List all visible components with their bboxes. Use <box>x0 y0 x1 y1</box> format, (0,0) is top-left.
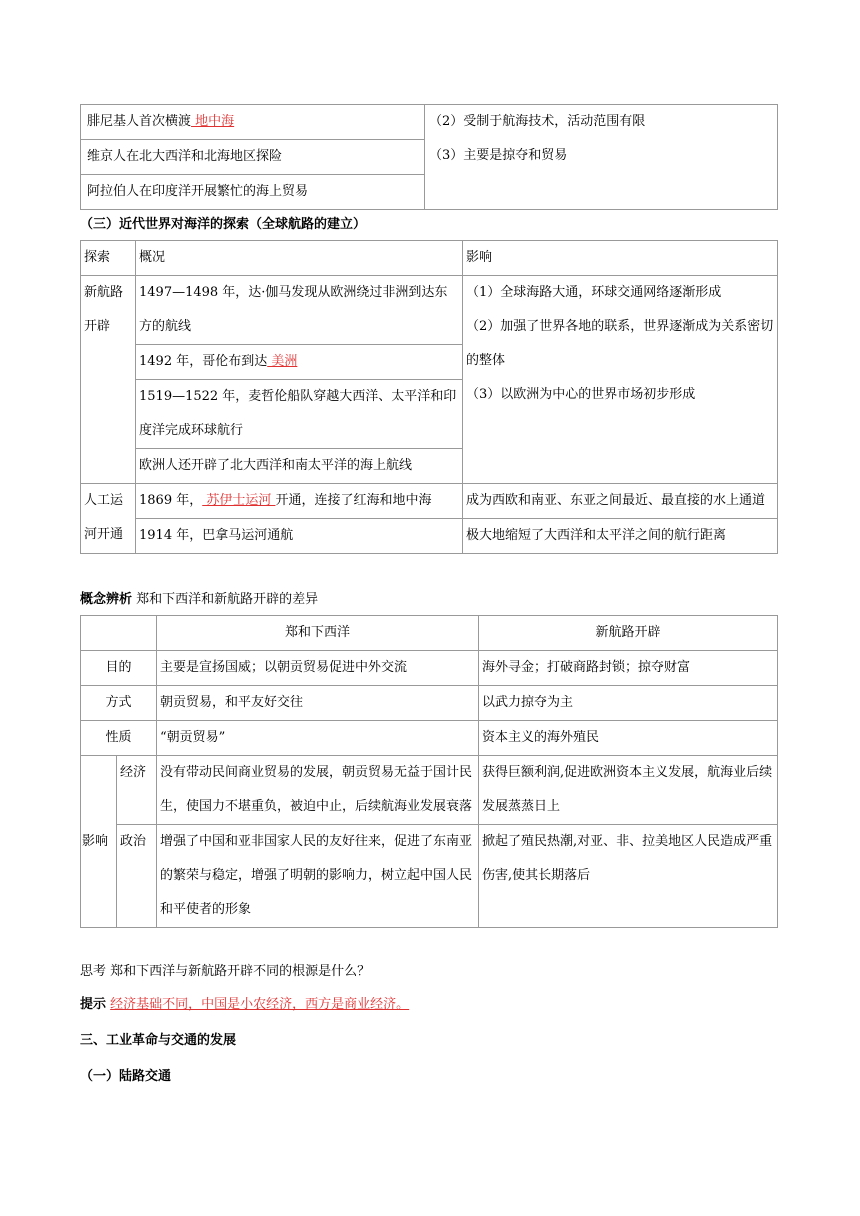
hint-line <box>80 994 409 1016</box>
table-row <box>81 484 778 519</box>
table-header-row <box>81 241 778 276</box>
table-cell: 成为西欧和南亚、东亚之间最近、最直接的水上通道 <box>463 484 778 519</box>
row-text: 1492 年，哥伦布到达 <box>139 354 268 369</box>
table-cell: 没有带动民间商业贸易的发展，朝贡贸易无益于国计民生，使国力不堪重负，被迫中止，后续航海业发展衰落 <box>157 756 479 825</box>
table-cell: 主要是宣扬国威；以朝贡贸易促进中外交流 <box>157 651 479 686</box>
header-cell: 影响 <box>463 241 778 276</box>
answer-blank: 地中海 <box>191 114 235 129</box>
table-header-row <box>81 616 778 651</box>
header-cell: 概况 <box>136 241 463 276</box>
table-cell: 极大地缩短了大西洋和太平洋之间的航行距离 <box>463 519 778 554</box>
hint-text: 经济基础不同，中国是小农经济，西方是商业经济。 <box>110 997 410 1012</box>
section-heading: 三、工业革命与交通的发展 <box>80 1033 237 1048</box>
sub-label: 政治 <box>117 825 157 928</box>
list-item: （2）受制于航海技术，活动范围有限 <box>429 114 646 129</box>
list-item: （3）主要是掠夺和贸易 <box>429 148 568 163</box>
table-cell: 增强了中国和亚非国家人民的友好往来，促进了东南亚的繁荣与稳定，增强了明朝的影响力，树立起中国人民和平使者的形象 <box>157 825 479 928</box>
table-cell: 海外寻金；打破商路封锁；掠夺财富 <box>479 651 778 686</box>
row-text: 开通，连接了红海和地中海 <box>275 493 432 508</box>
table-cell: 1497—1498 年，达·伽马发现从欧洲绕过非洲到达东方的航线 <box>136 276 463 345</box>
table-cell <box>463 276 778 484</box>
concept-label: 概念辨析 <box>80 592 133 607</box>
sub-label: 经济 <box>117 756 157 825</box>
table-cell: “朝贡贸易” <box>157 721 479 756</box>
table-row <box>81 276 778 345</box>
list-item: （1）全球海路大通，环球交通网络逐渐形成 <box>466 285 722 300</box>
group-label: 人工运河开通 <box>81 484 136 554</box>
table-cell: 欧洲人还开辟了北大西洋和南太平洋的海上航线 <box>136 449 463 484</box>
table-comparison <box>80 615 778 928</box>
table-cell <box>81 105 425 140</box>
answer-blank: 美洲 <box>267 354 298 369</box>
hint-label: 提示 <box>80 997 107 1012</box>
table-cell: 获得巨额利润,促进欧洲资本主义发展，航海业后续发展蒸蒸日上 <box>479 756 778 825</box>
table-global-routes <box>80 240 778 554</box>
header-cell <box>81 616 157 651</box>
row-label: 方式 <box>81 686 157 721</box>
list-item: （3）以欧洲为中心的世界市场初步形成 <box>466 387 696 402</box>
think-label: 思考 <box>80 964 107 979</box>
table-cell <box>136 345 463 380</box>
table-row <box>81 519 778 554</box>
table-row <box>81 721 778 756</box>
table-cell: 1914 年，巴拿马运河通航 <box>136 519 463 554</box>
row-label: 影响 <box>81 756 117 928</box>
table-cell: 朝贡贸易，和平友好交往 <box>157 686 479 721</box>
table-cell: 资本主义的海外殖民 <box>479 721 778 756</box>
list-item: （2）加强了世界各地的联系，世界逐渐成为关系密切的整体 <box>466 319 774 368</box>
table-cell: 掀起了殖民热潮,对亚、非、拉美地区人民造成严重伤害,使其长期落后 <box>479 825 778 928</box>
table-row <box>81 105 778 140</box>
table-ancient-exploration <box>80 104 778 210</box>
section-heading: （三）近代世界对海洋的探索（全球航路的建立） <box>80 217 367 232</box>
table-cell: 阿拉伯人在印度洋开展繁忙的海上贸易 <box>81 175 425 210</box>
table-cell: 以武力掠夺为主 <box>479 686 778 721</box>
answer-blank: 苏伊士运河 <box>202 493 276 508</box>
row-label: 性质 <box>81 721 157 756</box>
row-text: 腓尼基人首次横渡 <box>87 114 192 129</box>
concept-line <box>80 589 318 611</box>
table-cell <box>136 484 463 519</box>
table-cell <box>425 105 778 210</box>
group-label: 新航路开辟 <box>81 276 136 484</box>
concept-text: 郑和下西洋和新航路开辟的差异 <box>136 592 319 607</box>
table-row <box>81 651 778 686</box>
table-cell: 1519—1522 年，麦哲伦船队穿越大西洋、太平洋和印度洋完成环球航行 <box>136 380 463 449</box>
think-line <box>80 961 370 983</box>
header-cell: 探索 <box>81 241 136 276</box>
subsection-heading: （一）陆路交通 <box>80 1069 172 1084</box>
row-label: 目的 <box>81 651 157 686</box>
think-text: 郑和下西洋与新航路开辟不同的根源是什么？ <box>110 964 371 979</box>
table-row <box>81 686 778 721</box>
header-cell: 郑和下西洋 <box>157 616 479 651</box>
table-cell: 维京人在北大西洋和北海地区探险 <box>81 140 425 175</box>
table-row <box>81 825 778 928</box>
row-text: 1869 年， <box>139 493 203 508</box>
table-row <box>81 756 778 825</box>
header-cell: 新航路开辟 <box>479 616 778 651</box>
